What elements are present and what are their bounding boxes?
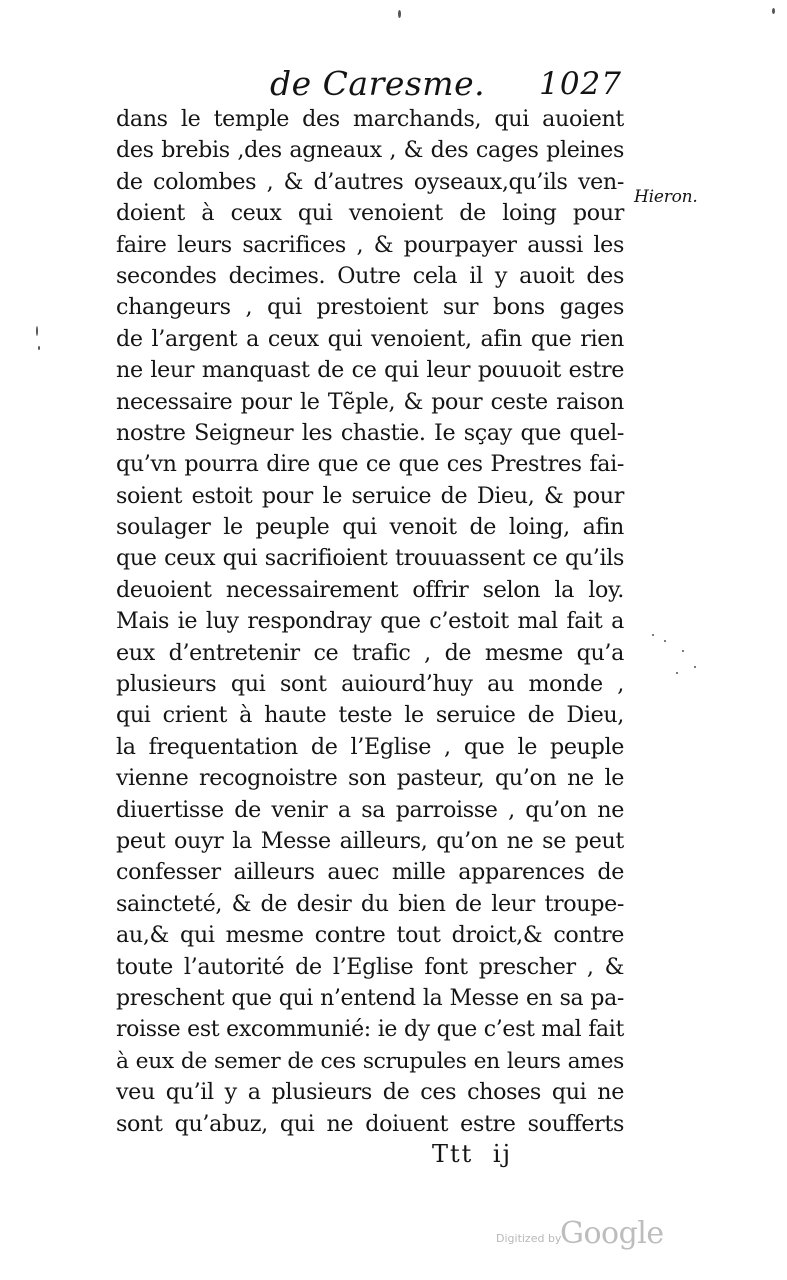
page-header xyxy=(270,62,630,106)
running-title: de Caresme. xyxy=(270,64,486,103)
scan-speck xyxy=(694,666,696,668)
text-line: plusieurs qui sont auiourd’huy au monde , xyxy=(116,671,624,698)
text-line: dans le temple des marchands, qui auoient xyxy=(116,106,624,132)
digitized-watermark xyxy=(496,1214,666,1254)
text-line: soient estoit pour le seruice de Dieu, & pour xyxy=(116,482,624,509)
text-line: saincteté, & de desir du bien de leur troupe- xyxy=(116,890,624,917)
text-line: nostre Seigneur les chastie. Ie sçay que quel- xyxy=(116,419,624,446)
scan-speck xyxy=(772,8,775,14)
scan-speck xyxy=(36,326,38,336)
text-line: Mais ie luy respondray que c’estoit mal fait a xyxy=(116,608,624,635)
text-line: qui crient à haute teste le seruice de Dieu, xyxy=(116,702,624,729)
text-line: au,& qui mesme contre tout droict,& contre xyxy=(116,922,624,949)
digitized-by-label: Digitized by xyxy=(496,1232,562,1245)
text-line: ne leur manquast de ce qui leur pouuoit estre xyxy=(116,357,624,384)
text-line: que ceux qui sacrifioient trouuassent ce qu’ils xyxy=(116,545,624,572)
text-line: toute l’autorité de l’Eglise font prescher , & xyxy=(116,953,624,980)
text-line: changeurs , qui prestoient sur bons gages xyxy=(116,294,624,321)
text-line: confesser ailleurs auec mille apparences de xyxy=(116,859,624,886)
text-line: vienne recognoistre son pasteur, qu’on ne le xyxy=(116,765,624,792)
scan-speck xyxy=(676,672,678,674)
text-line: de colombes , & d’autres oyseaux,qu’ils ven- xyxy=(116,168,624,195)
text-line: peut ouyr la Messe ailleurs, qu’on ne se peut xyxy=(116,827,624,854)
text-line: necessaire pour le Tẽple, & pour ceste raison xyxy=(116,388,624,415)
signature-mark: Ttt ij xyxy=(432,1140,513,1168)
text-line: veu qu’il y a plusieurs de ces choses qui ne xyxy=(116,1079,624,1106)
text-line: la frequentation de l’Eglise , que le peuple xyxy=(116,733,624,760)
text-line: eux d’entretenir ce trafic , de mesme qu’a xyxy=(116,639,624,666)
text-line: preschent que qui n’entend la Messe en sa pa- xyxy=(116,985,624,1011)
text-line: soulager le peuple qui venoit de loing, afin xyxy=(116,514,624,541)
text-line: des brebis ,des agneaux , & des cages pleines xyxy=(116,137,624,164)
text-line: roisse est excommunié: ie dy que c’est mal fait xyxy=(116,1017,624,1043)
text-line: à eux de semer de ces scrupules en leurs ames xyxy=(116,1048,624,1074)
text-line: doient à ceux qui venoient de loing pour xyxy=(116,200,624,227)
body-text xyxy=(116,104,624,1140)
text-line: secondes decimes. Outre cela il y auoit des xyxy=(116,262,624,289)
text-line: qu’vn pourra dire que ce que ces Prestres fai- xyxy=(116,451,624,478)
page-number: 1027 xyxy=(539,66,622,102)
google-logo: Google xyxy=(560,1216,664,1251)
scan-speck xyxy=(664,640,666,642)
text-line: sont qu’abuz, qui ne doiuent estre soufferts xyxy=(116,1110,624,1137)
text-line: diuertisse de venir a sa parroisse , qu’on ne xyxy=(116,796,624,823)
scan-speck xyxy=(652,634,654,636)
scan-speck xyxy=(398,10,401,18)
text-line: deuoient necessairement offrir selon la loy. xyxy=(116,576,624,603)
text-line: de l’argent a ceux qui venoient, afin que rien xyxy=(116,325,624,352)
marginal-note: Hieron. xyxy=(634,187,698,207)
text-line: faire leurs sacrifices , & pourpayer aussi les xyxy=(116,231,624,258)
scan-speck xyxy=(38,346,40,350)
scan-speck xyxy=(682,650,684,652)
